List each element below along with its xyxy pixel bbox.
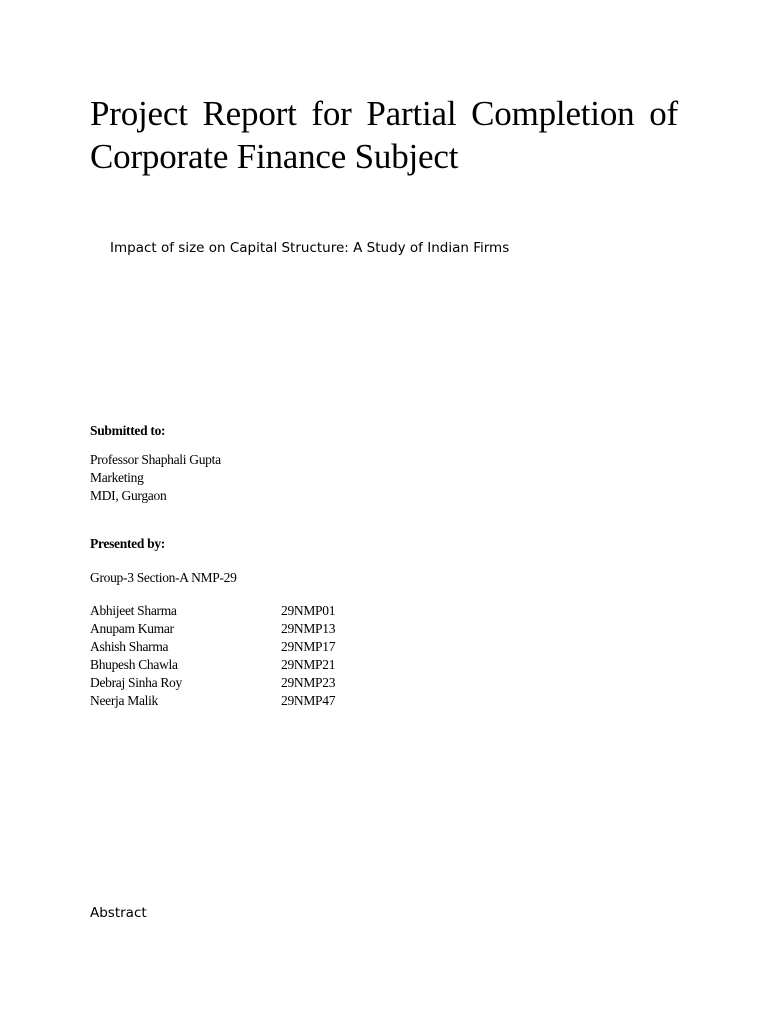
member-row <box>90 620 410 638</box>
member-name: Abhijeet Sharma <box>90 603 177 618</box>
member-name: Debraj Sinha Roy <box>90 675 182 690</box>
member-id: 29NMP21 <box>281 657 336 672</box>
member-row <box>90 692 410 710</box>
member-name: Neerja Malik <box>90 693 158 708</box>
group-info: Group-3 Section-A NMP-29 <box>90 570 237 585</box>
member-list <box>90 602 410 710</box>
submitted-to-block <box>90 451 221 505</box>
member-row <box>90 602 410 620</box>
member-id: 29NMP17 <box>281 639 336 654</box>
professor-name: Professor Shaphali Gupta <box>90 452 221 467</box>
member-id: 29NMP01 <box>281 603 336 618</box>
member-name: Anupam Kumar <box>90 621 174 636</box>
report-subtitle: Impact of size on Capital Structure: A Study of Indian Firms <box>110 240 510 256</box>
member-id: 29NMP23 <box>281 675 336 690</box>
member-name: Ashish Sharma <box>90 639 169 654</box>
department: Marketing <box>90 470 144 485</box>
report-title: Project Report for Partial Completion of Corporate Finance Subject <box>90 94 678 176</box>
institute: MDI, Gurgaon <box>90 488 167 503</box>
abstract-heading: Abstract <box>90 905 147 921</box>
member-id: 29NMP13 <box>281 621 336 636</box>
member-row <box>90 638 410 656</box>
member-id: 29NMP47 <box>281 693 336 708</box>
member-name: Bhupesh Chawla <box>90 657 178 672</box>
member-row <box>90 674 410 692</box>
submitted-to-label: Submitted to: <box>90 423 166 438</box>
presented-by-label: Presented by: <box>90 536 165 551</box>
member-row <box>90 656 410 674</box>
